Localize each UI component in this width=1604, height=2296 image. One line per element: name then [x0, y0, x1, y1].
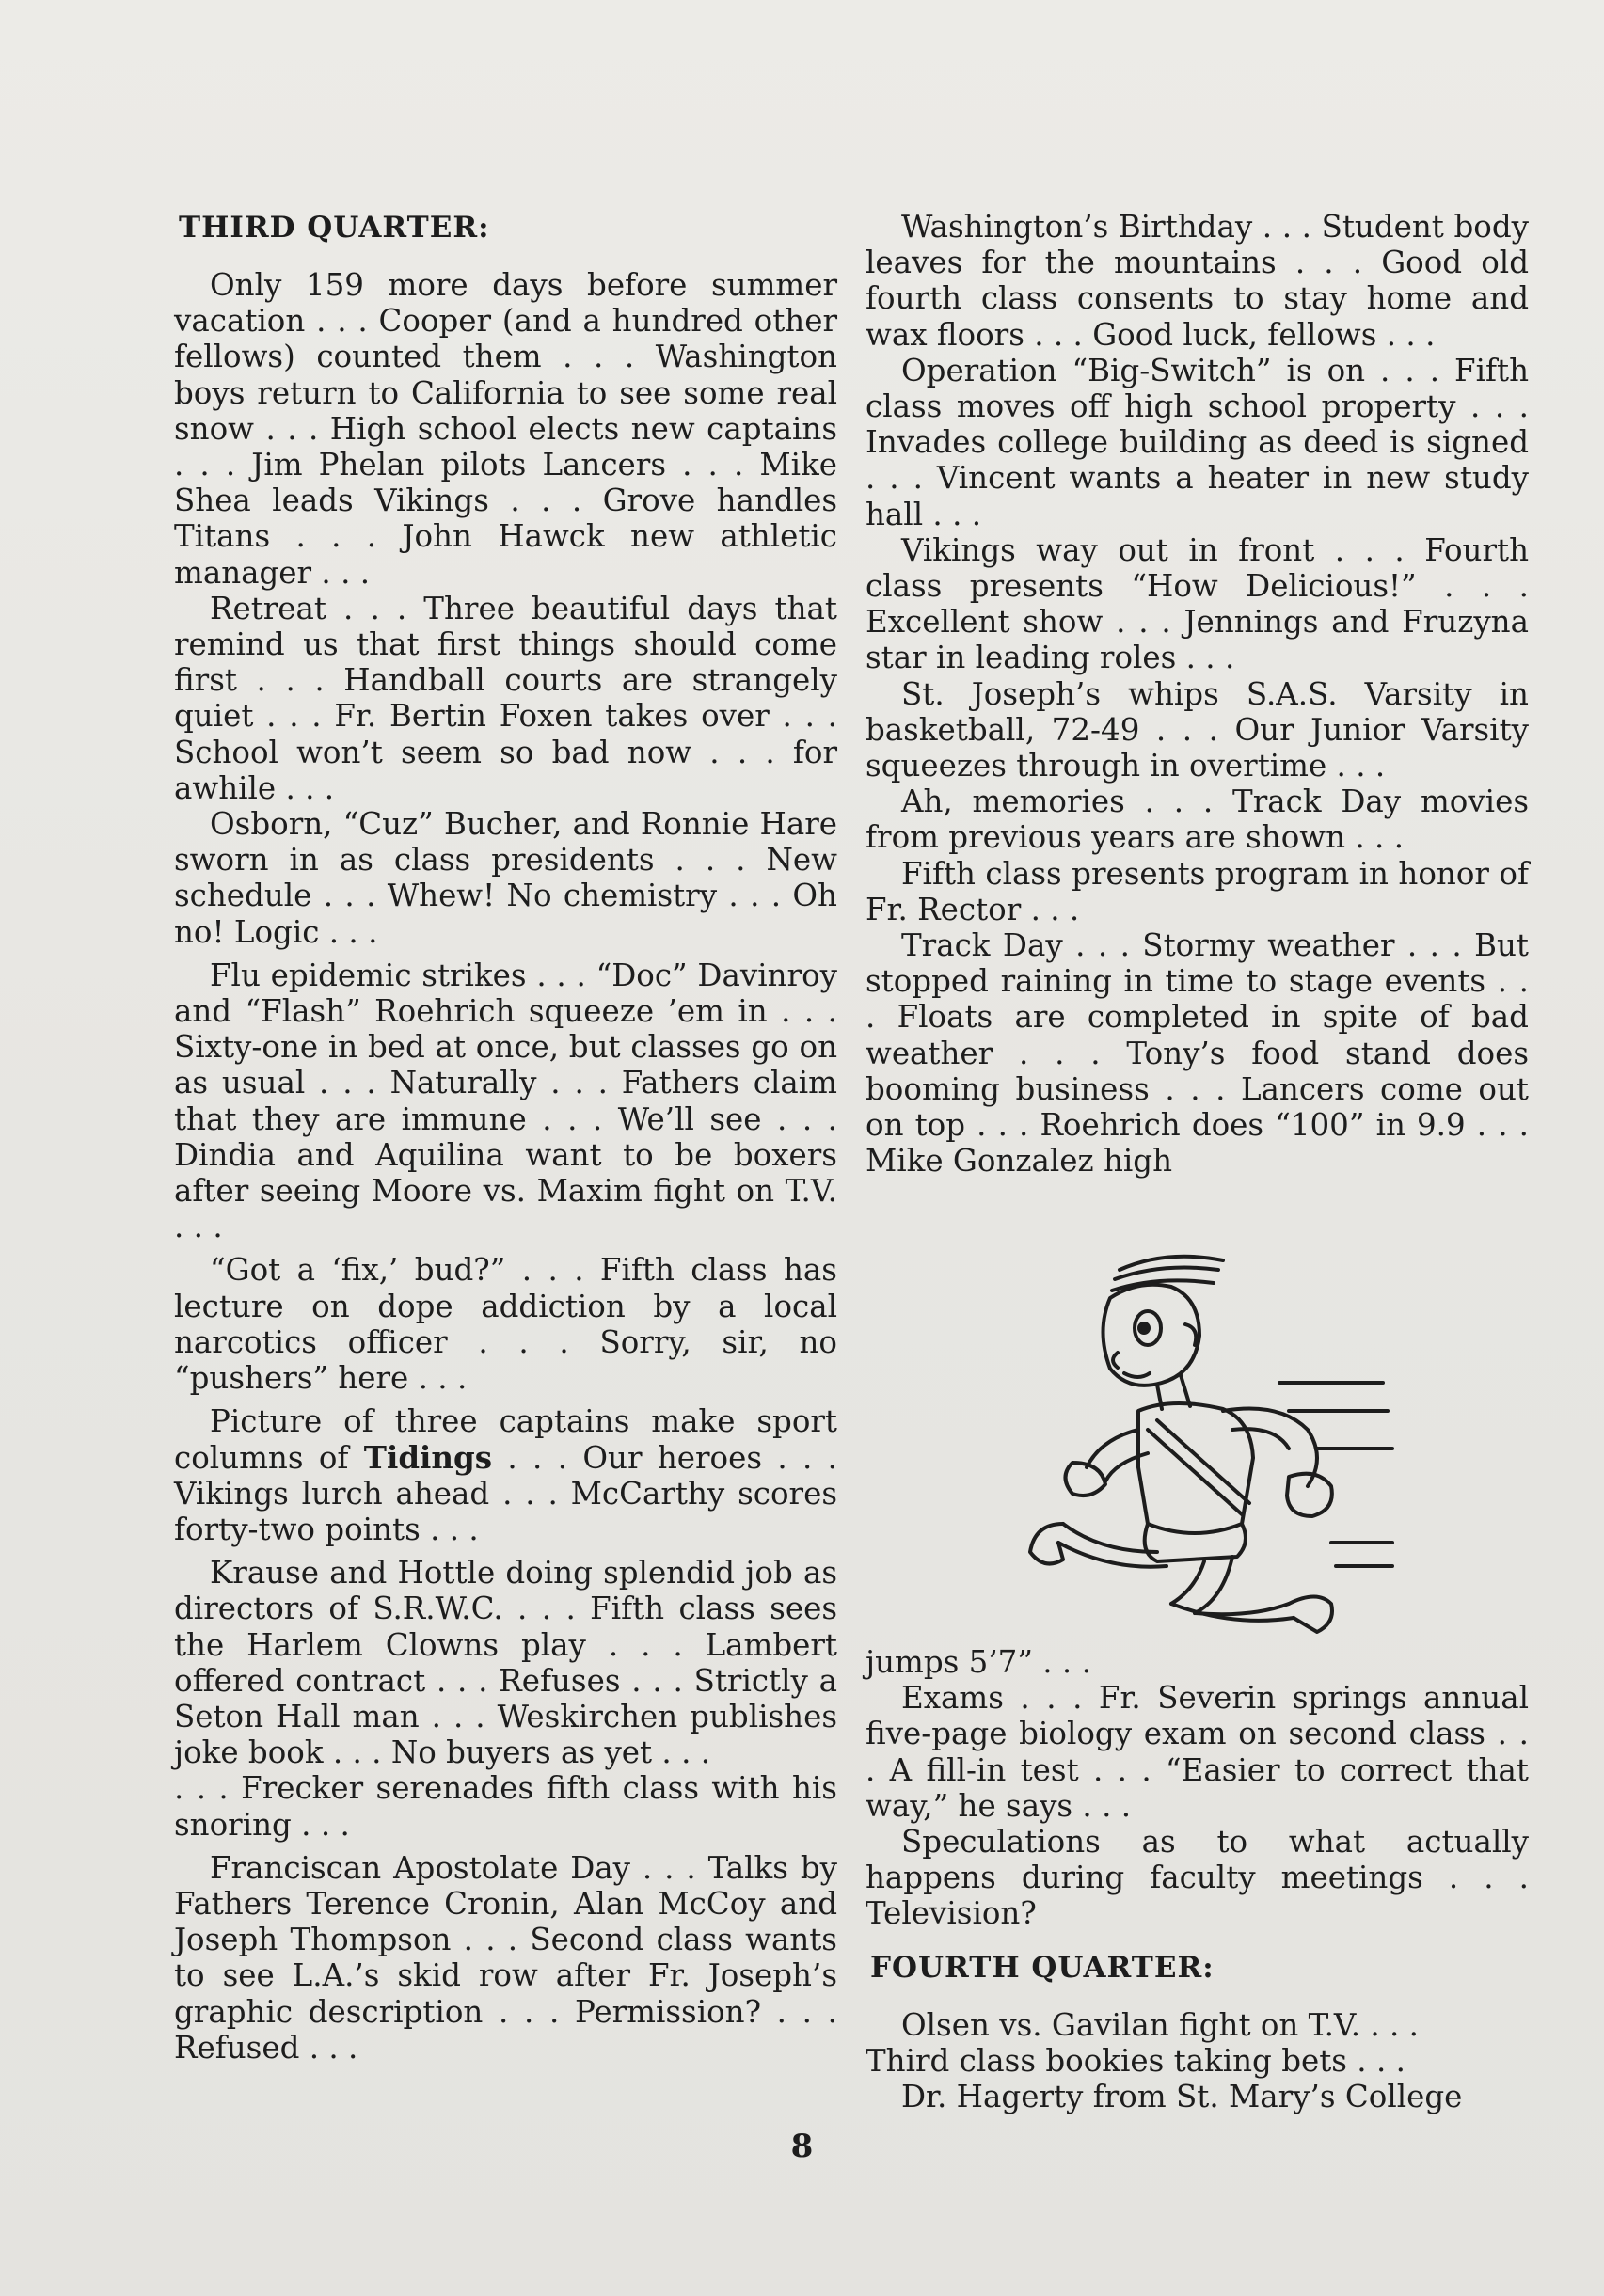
paragraph: Flu epidemic strikes . . . “Doc” Davinroy and “Flash” Roehrich squeeze ’em in . . . Sixty-one in bed at once, but classes go on as usual . . . Naturally . . . Fathers claim that they are immune . . . We’ll see . . . Dindia and Aquilina want to be boxers after seeing Moore vs. Maxim fight on T.V. . . . — [174, 957, 837, 1245]
paragraph: St. Joseph’s whips S.A.S. Varsity in basketball, 72-49 . . . Our Junior Varsity squeezes through in overtime . . . — [866, 675, 1529, 784]
third-quarter-heading: THIRD QUARTER: — [179, 211, 490, 245]
paragraph: “Got a ‘fix,’ bud?” . . . Fifth class has lecture on dope addiction by a local narcotics officer . . . Sorry, sir, no “pushers” here . . . — [174, 1252, 837, 1397]
paragraph-continued: jumps 5’7” . . . — [866, 1644, 1091, 1680]
paragraph: Ah, memories . . . Track Day movies from previous years are shown . . . — [866, 784, 1529, 856]
paragraph: Only 159 more days before summer vacation . . . Cooper (and a hundred other fellows) counted them . . . Washington boys return to California to see some real snow . . . High school elects new captains . . . Jim Phelan pilots Lancers . . . Mike Shea leads Vikings . . . Grove handles Titans . . . John Hawck new athletic manager . . . — [174, 267, 837, 591]
paragraph: Vikings way out in front . . . Fourth class presents “How Delicious!” . . . Excellent show . . . Jennings and Fruzyna star in leading roles . . . — [866, 531, 1529, 676]
paragraph: Retreat . . . Three beautiful days that remind us that first things should come first . . . Handball courts are strangely quiet . . . Fr. Bertin Foxen takes over . . . School won’t seem so bad now . . . for awhile . . . — [174, 590, 837, 806]
text-run: . . . Our heroes . . . Vikings lurch ahead . . . McCarthy scores forty-two points . . . — [174, 1439, 837, 1547]
paragraph: . . . Frecker serenades fifth class with his snoring . . . — [174, 1770, 837, 1843]
fourth-quarter-heading: FOURTH QUARTER: — [870, 1950, 1215, 1985]
paragraph: Fifth class presents program in honor of Fr. Rector . . . — [866, 855, 1529, 927]
paragraph: Franciscan Apostolate Day . . . Talks by Fathers Terence Cronin, Alan McCoy and Joseph Thompson . . . Second class wants to see L.A.’s skid row after Fr. Joseph’s graphic description . . . Permission? . . . Refused . . . — [174, 1849, 837, 2066]
paragraph: Krause and Hottle doing splendid job as directors of S.R.W.C. . . . Fifth class sees the Harlem Clowns play . . . Lambert offered contract . . . Refuses . . . Strictly a Seton Hall man . . . Weskirchen publishes joke book . . . No buyers as yet . . . — [174, 1555, 837, 1771]
paragraph: Dr. Hagerty from St. Mary’s College — [901, 2079, 1463, 2115]
tidings-paragraph — [174, 1403, 837, 1547]
tidings-title: Tidings — [363, 1438, 493, 1476]
paragraph: Operation “Big-Switch” is on . . . Fifth class moves off high school property . . . Invades college building as deed is signed . . . Vincent wants a heater in new study hall . . . — [866, 352, 1529, 532]
paragraph: Third class bookies taking bets . . . — [866, 2042, 1405, 2079]
left-column — [174, 209, 837, 2066]
right-column-top — [866, 209, 1529, 1179]
paragraph: Osborn, “Cuz” Bucher, and Ronnie Hare sworn in as class presidents . . . New schedule . . . Whew! No chemistry . . . Oh no! Logic . . . — [174, 806, 837, 950]
paragraph: Olsen vs. Gavilan fight on T.V. . . . — [901, 2006, 1420, 2043]
paragraph: Washington’s Birthday . . . Student body leaves for the mountains . . . Good old fourth class consents to stay home and wax floors . . . Good luck, fellows . . . — [866, 209, 1529, 353]
text-run: Picture of three captains make sport columns of — [174, 1403, 837, 1476]
running-athlete-cartoon — [1007, 1242, 1397, 1637]
paragraph: Track Day . . . Stormy weather . . . But stopped raining in time to stage events . . . Floats are completed in spite of bad weather . . . Tony’s food stand does booming business . . . Lancers come out on top . . . Roehrich does “100” in 9.9 . . . Mike Gonzalez high — [866, 927, 1529, 1180]
right-column-bottom — [866, 1644, 1529, 2114]
paragraph: Speculations as to what actually happens during faculty meetings . . . Television? — [866, 1824, 1529, 1932]
paragraph: Exams . . . Fr. Severin springs annual five-page biology exam on second class . . . A fill-in test . . . “Easier to correct that way,” he says . . . — [866, 1680, 1529, 1824]
page-number: 8 — [790, 2128, 814, 2165]
